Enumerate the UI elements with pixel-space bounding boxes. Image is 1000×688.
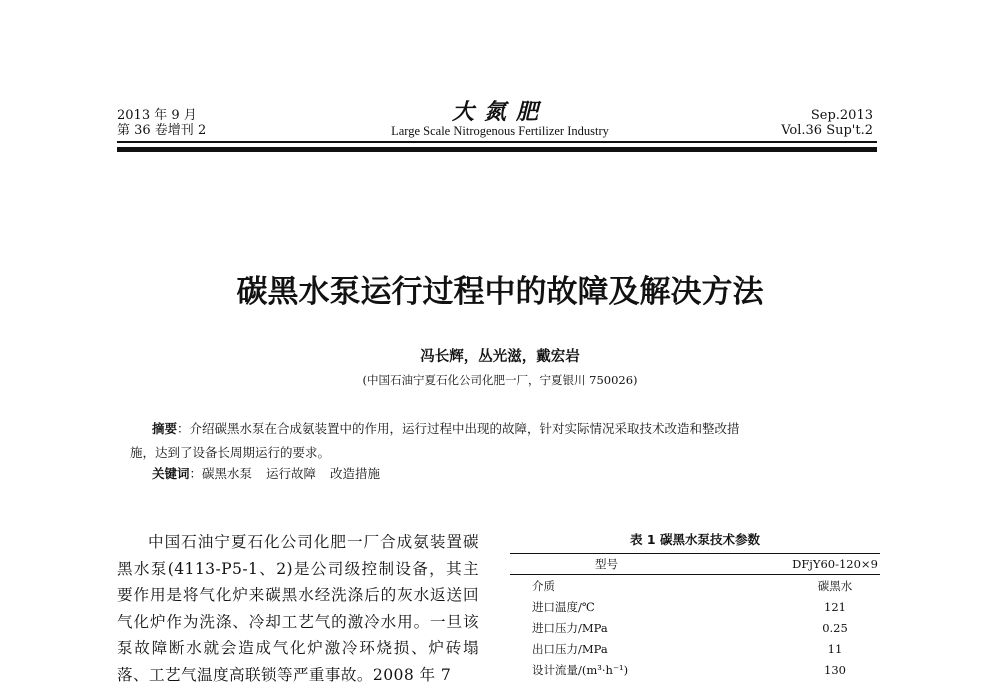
- keyword-item: 运行故障: [266, 466, 317, 481]
- header-volume-cn: 第 36 卷增刊 2: [117, 123, 207, 138]
- table-row: [510, 660, 880, 681]
- table-header-cell: DFjY60-120×9: [790, 554, 880, 575]
- table-header-cell: 型号: [510, 554, 790, 575]
- table-row: [510, 596, 880, 617]
- paper-title: 碳黑水泵运行过程中的故障及解决方法: [236, 274, 764, 310]
- keywords-label: 关键词: [152, 466, 190, 481]
- table-row: [510, 575, 880, 597]
- paper-affiliation: (中国石油宁夏石化公司化肥一厂，宁夏银川 750026): [362, 373, 638, 387]
- table-row: [510, 639, 880, 660]
- keywords: [152, 465, 394, 483]
- abstract-line-1: [130, 417, 870, 441]
- header-rule-thick: [117, 147, 877, 152]
- table-cell: 介质: [532, 578, 555, 593]
- journal-masthead: [330, 100, 670, 139]
- table-cell: 11: [827, 642, 843, 657]
- table-cell: 进口温度/℃: [532, 599, 595, 614]
- header-rule-thin: [117, 141, 877, 143]
- header-date-cn: 2013 年 9 月: [117, 108, 197, 123]
- header-date-en: Sep.2013: [810, 108, 873, 123]
- keyword-item: 改造措施: [330, 466, 381, 481]
- table-cell: 0.25: [822, 620, 848, 635]
- table-cell: 130: [824, 663, 846, 678]
- abstract-label: 摘要: [152, 421, 178, 436]
- journal-name-en: Large Scale Nitrogenous Fertilizer Industry: [391, 124, 609, 138]
- keyword-item: ：碳黑水泵: [189, 466, 253, 481]
- header-issue-info: [117, 108, 206, 138]
- paper-authors: 冯长辉，丛光滋，戴宏岩: [420, 349, 580, 365]
- header-issue-info-en: [781, 108, 873, 138]
- body-paragraph: 中国石油宁夏石化公司化肥一厂合成氨装置碳黑水泵(4113-P5-1、2)是公司级控制设备，其主要作用是将气化炉来碳黑水经洗涤后的灰水返送回气化炉作为洗涤、冷却工艺气的激冷水用。一旦该泵故障断水就会造成气化炉激冷环烧损、炉砖塌落、工艺气温度高联锁等严重事故。2008 年 7: [117, 533, 479, 684]
- abstract-line-2: 施，达到了设备长周期运行的要求。: [130, 445, 331, 460]
- abstract-text-1: ：介绍碳黑水泵在合成氨装置中的作用，运行过程中出现的故障，针对实际情况采取技术改造和整改措: [177, 421, 740, 436]
- table-cell: 设计流量/(m³·h⁻¹): [532, 663, 629, 678]
- table-row: [510, 617, 880, 638]
- table-cell: 碳黑水: [817, 578, 853, 593]
- table-caption: 表 1 碳黑水泵技术参数: [630, 532, 760, 547]
- table-cell: 进口压力/MPa: [532, 620, 608, 635]
- journal-logo: 大氮肥: [451, 99, 548, 125]
- body-column-left: [117, 529, 479, 688]
- header-volume-en: Vol.36 Sup't.2: [781, 123, 873, 138]
- table-header-row: [510, 554, 880, 575]
- table-cell: 121: [824, 599, 846, 614]
- spec-table: [510, 553, 880, 681]
- table-cell: 出口压力/MPa: [532, 642, 608, 657]
- abstract: [130, 417, 870, 465]
